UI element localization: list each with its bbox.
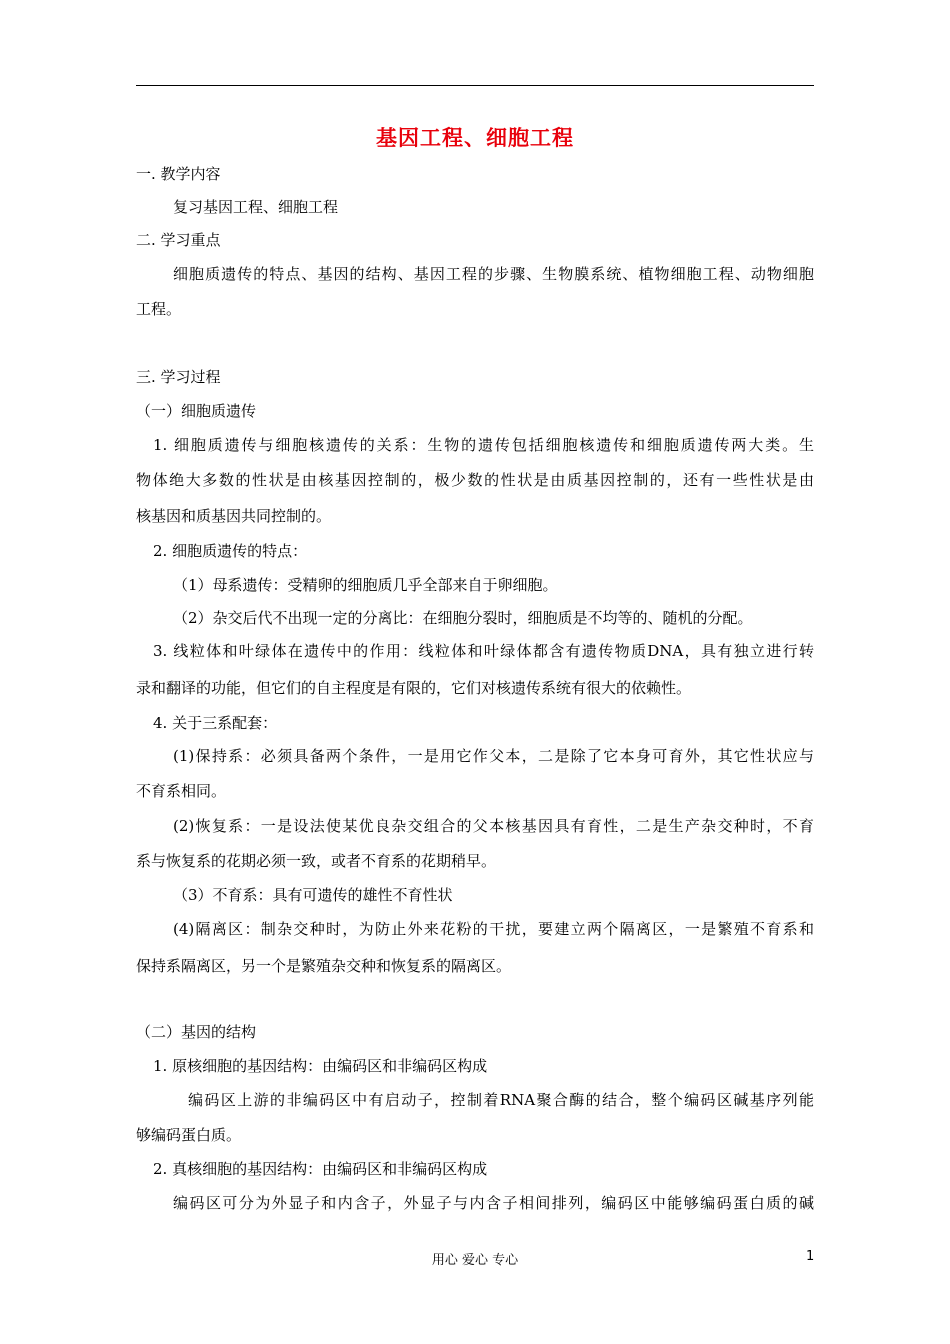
paragraph-line: 工程。 xyxy=(136,300,182,318)
paragraph-line: 不育系相同。 xyxy=(136,782,227,800)
list-item: 2. 真核细胞的基因结构：由编码区和非编码区构成 xyxy=(153,1160,488,1178)
paragraph-line: 1. 细胞质遗传与细胞核遗传的关系：生物的遗传包括细胞核遗传和细胞质遗传两大类。生 xyxy=(153,436,814,454)
paragraph-line: 系与恢复系的花期必须一致，或者不育系的花期稍早。 xyxy=(136,852,497,870)
paragraph-line: (1)保持系：必须具备两个条件，一是用它作父本，二是除了它本身可育外，其它性状应与 xyxy=(173,747,814,765)
list-item: （1）母系遗传：受精卵的细胞质几乎全部来自于卵细胞。 xyxy=(173,576,558,594)
list-item: 4. 关于三系配套： xyxy=(153,714,278,732)
paragraph-line: 保持系隔离区，另一个是繁殖杂交种和恢复系的隔离区。 xyxy=(136,957,512,975)
paragraph-line: 物体绝大多数的性状是由核基因控制的，极少数的性状是由质基因控制的，还有一些性状是由 xyxy=(136,471,814,489)
paragraph-line: (4)隔离区：制杂交种时，为防止外来花粉的干扰，要建立两个隔离区，一是繁殖不育系和 xyxy=(173,920,814,938)
section-heading-cytoplasmic-inheritance: （一）细胞质遗传 xyxy=(136,402,257,420)
paragraph-line: (2)恢复系：一是设法使某优良杂交组合的父本核基因具有育性，二是生产杂交种时，不育 xyxy=(173,817,814,835)
paragraph-line: 录和翻译的功能，但它们的自主程度是有限的，它们对核遗传系统有很大的依赖性。 xyxy=(136,679,692,697)
page-title: 基因工程、细胞工程 xyxy=(376,126,574,150)
heading-learning-process: 三. 学习过程 xyxy=(136,368,221,386)
page-number: 1 xyxy=(806,1249,815,1264)
page-footer: 用心 爱心 专心 xyxy=(431,1253,519,1268)
paragraph-line: 编码区可分为外显子和内含子，外显子与内含子相间排列，编码区中能够编码蛋白质的碱 xyxy=(173,1194,814,1212)
list-item: （3）不育系：具有可遗传的雄性不育性状 xyxy=(173,886,453,904)
heading-teaching-content: 一. 教学内容 xyxy=(136,165,221,183)
paragraph-line: 编码区上游的非编码区中有启动子，控制着RNA聚合酶的结合，整个编码区碱基序列能 xyxy=(188,1091,814,1109)
paragraph-line: 核基因和质基因共同控制的。 xyxy=(136,507,332,525)
list-item: 1. 原核细胞的基因结构：由编码区和非编码区构成 xyxy=(153,1057,488,1075)
header-rule xyxy=(136,85,814,86)
paragraph-line: 细胞质遗传的特点、基因的结构、基因工程的步骤、生物膜系统、植物细胞工程、动物细胞 xyxy=(173,265,814,283)
list-item: （2）杂交后代不出现一定的分离比：在细胞分裂时，细胞质是不均等的、随机的分配。 xyxy=(173,609,753,627)
paragraph-line: 3. 线粒体和叶绿体在遗传中的作用：线粒体和叶绿体都含有遗传物质DNA，具有独立进行转 xyxy=(153,642,814,660)
heading-key-points: 二. 学习重点 xyxy=(136,231,221,249)
section-heading-gene-structure: （二）基因的结构 xyxy=(136,1023,257,1041)
paragraph-line: 够编码蛋白质。 xyxy=(136,1126,242,1144)
list-item: 2. 细胞质遗传的特点： xyxy=(153,542,308,560)
paragraph-line: 复习基因工程、细胞工程 xyxy=(173,198,339,216)
